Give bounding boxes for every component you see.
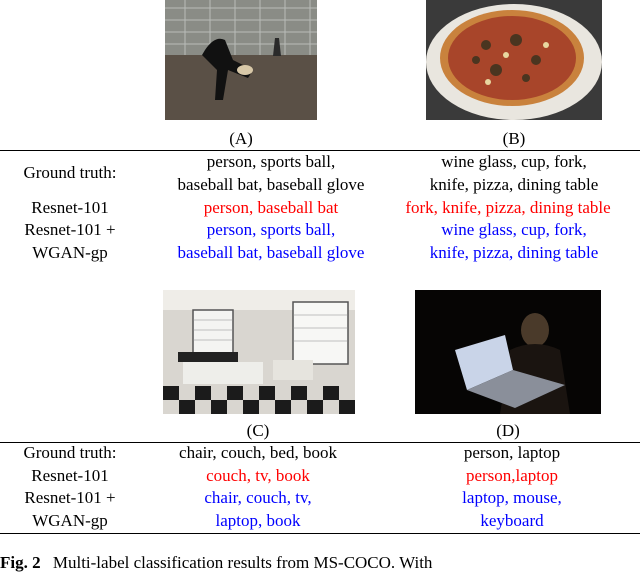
- a-wgan-prediction-line2: baseball bat, baseball glove: [177, 243, 365, 262]
- row-label-ground-truth-bottom: Ground truth:: [23, 443, 117, 462]
- a-ground-truth-line1: person, sports ball,: [206, 152, 336, 171]
- caption-b: (B): [502, 129, 526, 148]
- c-wgan-prediction-line1: chair, couch, tv,: [204, 488, 312, 507]
- b-ground-truth-line1: wine glass, cup, fork,: [441, 152, 587, 171]
- d-wgan-prediction-line2: keyboard: [480, 511, 544, 530]
- b-resnet-prediction: fork, knife, pizza, dining table: [405, 198, 611, 217]
- d-resnet-prediction: person,laptop: [465, 466, 559, 485]
- d-wgan-prediction-line1: laptop, mouse,: [462, 488, 562, 507]
- bottom-table-rule-bottom: [0, 533, 640, 534]
- a-wgan-prediction-line1: person, sports ball,: [206, 220, 336, 239]
- row-label-resnet-bottom: Resnet-101: [31, 466, 109, 485]
- person-laptop-photo: [415, 290, 601, 414]
- c-ground-truth: chair, couch, bed, book: [179, 443, 337, 462]
- row-label-resnet-top: Resnet-101: [31, 198, 109, 217]
- baseball-pitcher-photo: [165, 0, 317, 120]
- c-resnet-prediction: couch, tv, book: [206, 466, 310, 485]
- c-wgan-prediction-line2: laptop, book: [215, 511, 301, 530]
- caption-c: (C): [246, 421, 270, 440]
- a-resnet-prediction: person, baseball bat: [203, 198, 339, 217]
- row-label-wgan-top-2: WGAN-gp: [32, 243, 108, 262]
- row-label-wgan-top-1: Resnet-101 +: [24, 220, 116, 239]
- figure-caption: [0, 552, 640, 574]
- row-label-wgan-bottom-1: Resnet-101 +: [24, 488, 116, 507]
- figure-caption-text: Multi-label classification results from MS-COCO. With: [52, 553, 433, 572]
- living-room-photo: [163, 290, 355, 414]
- b-wgan-prediction-line2: knife, pizza, dining table: [429, 243, 599, 262]
- d-ground-truth: person, laptop: [463, 443, 561, 462]
- pizza-photo: [426, 0, 602, 120]
- caption-a: (A): [229, 129, 253, 148]
- row-label-wgan-bottom-2: WGAN-gp: [32, 511, 108, 530]
- row-label-ground-truth-top: Ground truth:: [23, 163, 117, 182]
- caption-d: (D): [496, 421, 520, 440]
- a-ground-truth-line2: baseball bat, baseball glove: [177, 175, 365, 194]
- b-wgan-prediction-line1: wine glass, cup, fork,: [441, 220, 587, 239]
- b-ground-truth-line2: knife, pizza, dining table: [429, 175, 599, 194]
- figure-caption-label: Fig. 2: [0, 553, 41, 572]
